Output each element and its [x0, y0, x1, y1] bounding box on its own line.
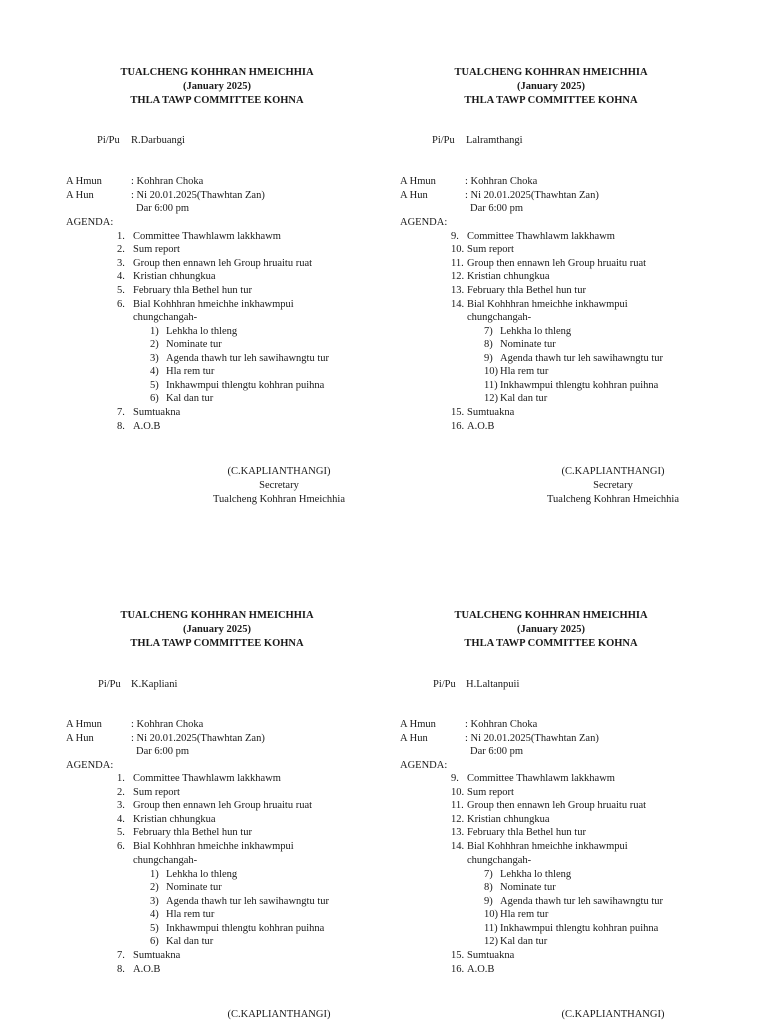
agenda-subitem-number: 11) [484, 923, 498, 934]
agenda-item-number: 2. [117, 787, 125, 798]
signatory-role: Secretary [259, 480, 299, 491]
agenda-item [334, 284, 734, 297]
agenda-item [334, 420, 734, 433]
agenda-item-number: 1. [117, 773, 125, 784]
venue-label: A Hmun [66, 176, 102, 187]
agenda-subitem-number: 6) [150, 393, 159, 404]
agenda-item-text: Kristian chhungkua [467, 271, 550, 282]
addressee-name: H.Laltanpuii [466, 679, 520, 690]
agenda-subitem-text: Inkhawmpui thlengtu kohhran puihna [500, 923, 659, 934]
agenda-item-number: 6. [117, 299, 125, 310]
agenda-subitem-number: 2) [150, 882, 159, 893]
agenda-item [334, 270, 734, 283]
agenda-subitem-text: Hla rem tur [500, 909, 549, 920]
agenda-item-number: 14. [451, 299, 465, 310]
venue-value: : Kohhran Choka [465, 176, 538, 187]
agenda-subitem-text: Inkhawmpui thlengtu kohhran puihna [500, 380, 659, 391]
notice-subtitle: THLA TAWP COMMITTEE KOHNA [464, 95, 638, 106]
agenda-subitem [334, 881, 734, 894]
agenda-item-number: 2. [117, 244, 125, 255]
agenda-item-text: Sum report [467, 787, 514, 798]
signatory-name: (C.KAPLIANTHANGI) [561, 1009, 665, 1020]
agenda-subitem-number: 7) [484, 869, 493, 880]
agenda-item-number: 8. [117, 421, 125, 432]
agenda-item-number: 16. [451, 964, 465, 975]
agenda-item-text: Sumtuakna [133, 407, 181, 418]
agenda-item-number: 5. [117, 827, 125, 838]
agenda-item-text: Bial Kohhhran hmeichhe inkhawmpui [133, 841, 294, 852]
agenda-item [334, 963, 734, 976]
agenda-subitem-text: Agenda thawh tur leh sawihawngtu tur [166, 353, 330, 364]
agenda-subitem-number: 4) [150, 909, 159, 920]
signatory-name: (C.KAPLIANTHANGI) [561, 466, 665, 477]
agenda-subitem-text: Inkhawmpui thlengtu kohhran puihna [166, 923, 325, 934]
agenda-item [334, 826, 734, 839]
agenda-item-text: Kristian chhungkua [467, 814, 550, 825]
agenda-item-number: 13. [451, 285, 465, 296]
agenda-item [334, 406, 734, 419]
date-label: A Hun [66, 190, 94, 201]
agenda-item [334, 840, 734, 853]
agenda-heading: AGENDA: [400, 760, 448, 771]
agenda-subitem [334, 338, 734, 351]
agenda-item [334, 949, 734, 962]
agenda-item-number: 15. [451, 950, 465, 961]
agenda-item-number: 16. [451, 421, 465, 432]
venue-label: A Hmun [66, 719, 102, 730]
agenda-subitem [334, 895, 734, 908]
agenda-subitem-number: 9) [484, 353, 493, 364]
agenda-subitem-number: 12) [484, 393, 498, 404]
agenda-item [334, 243, 734, 256]
agenda-item-text: Committee Thawhlawm lakkhawm [467, 231, 615, 242]
time-value: Dar 6:00 pm [470, 203, 524, 214]
agenda-item [334, 230, 734, 243]
agenda-item-number: 3. [117, 258, 125, 269]
agenda-item-text: A.O.B [467, 421, 495, 432]
agenda-subitem-text: Inkhawmpui thlengtu kohhran puihna [166, 380, 325, 391]
agenda-item-number: 15. [451, 407, 465, 418]
agenda-item-number: 7. [117, 950, 125, 961]
agenda-subitem [334, 392, 734, 405]
agenda-subitem-number: 11) [484, 380, 498, 391]
agenda-subitem-text: Kal dan tur [500, 936, 548, 947]
agenda-item [334, 799, 734, 812]
agenda-subitem-number: 7) [484, 326, 493, 337]
agenda-item-text: Group then ennawn leh Group hruaitu ruat [467, 258, 647, 269]
agenda-item-number: 11. [451, 800, 464, 811]
agenda-item-text: Group then ennawn leh Group hruaitu ruat [133, 800, 313, 811]
date-value: : Ni 20.01.2025(Thawhtan Zan) [465, 733, 599, 744]
date-value: : Ni 20.01.2025(Thawhtan Zan) [465, 190, 599, 201]
agenda-subitem-text: Nominate tur [500, 882, 556, 893]
agenda-item-text: February thla Bethel hun tur [467, 827, 586, 838]
agenda-subitem [334, 868, 734, 881]
agenda-item-number: 1. [117, 231, 125, 242]
agenda-item-number: 4. [117, 814, 125, 825]
agenda-subitem-text: Hla rem tur [500, 366, 549, 377]
agenda-item-text: Bial Kohhhran hmeichhe inkhawmpui [133, 299, 294, 310]
agenda-subitem [334, 365, 734, 378]
agenda-item-text: February thla Bethel hun tur [133, 285, 252, 296]
agenda-subitem [334, 379, 734, 392]
agenda-subitem-number: 1) [150, 326, 159, 337]
agenda-item-number: 4. [117, 271, 125, 282]
agenda-item-continuation: chungchangah- [133, 855, 198, 866]
notice-month: (January 2025) [517, 624, 585, 635]
signatory-name: (C.KAPLIANTHANGI) [227, 466, 331, 477]
agenda-subitem-text: Lehkha lo thleng [166, 869, 238, 880]
agenda-item-number: 3. [117, 800, 125, 811]
agenda-item-number: 7. [117, 407, 125, 418]
agenda-item-text: A.O.B [133, 421, 161, 432]
addressee-label: Pi/Pu [98, 679, 121, 690]
venue-value: : Kohhran Choka [465, 719, 538, 730]
signatory-name: (C.KAPLIANTHANGI) [227, 1009, 331, 1020]
agenda-subitem-text: Hla rem tur [166, 366, 215, 377]
agenda-item-number: 14. [451, 841, 465, 852]
agenda-item-number: 8. [117, 964, 125, 975]
notice-month: (January 2025) [517, 81, 585, 92]
agenda-item-text: Sumtuakna [133, 950, 181, 961]
agenda-subitem-number: 8) [484, 339, 493, 350]
date-label: A Hun [400, 190, 428, 201]
agenda-item-text: Bial Kohhhran hmeichhe inkhawmpui [467, 299, 628, 310]
addressee-name: K.Kapliani [131, 679, 178, 690]
agenda-item-text: Sumtuakna [467, 407, 515, 418]
agenda-subitem-number: 1) [150, 869, 159, 880]
agenda-subitem-number: 10) [484, 366, 498, 377]
agenda-subitem-text: Agenda thawh tur leh sawihawngtu tur [166, 896, 330, 907]
agenda-subitem-number: 4) [150, 366, 159, 377]
notice-title: TUALCHENG KOHHRAN HMEICHHIA [120, 67, 314, 78]
agenda-item-text: Group then ennawn leh Group hruaitu ruat [133, 258, 313, 269]
agenda-subitem-number: 8) [484, 882, 493, 893]
agenda-item-number: 12. [451, 271, 465, 282]
notice-title: TUALCHENG KOHHRAN HMEICHHIA [120, 610, 314, 621]
agenda-subitem [334, 935, 734, 948]
agenda-subitem-number: 2) [150, 339, 159, 350]
addressee-name: Lalramthangi [466, 135, 523, 146]
agenda-subitem-text: Nominate tur [166, 882, 222, 893]
agenda-subitem-number: 3) [150, 353, 159, 364]
time-value: Dar 6:00 pm [136, 746, 190, 757]
agenda-item-text: February thla Bethel hun tur [467, 285, 586, 296]
signatory-role: Secretary [593, 480, 633, 491]
agenda-subitem-number: 10) [484, 909, 498, 920]
agenda-item-number: 9. [451, 773, 459, 784]
venue-value: : Kohhran Choka [131, 719, 204, 730]
agenda-item-number: 10. [451, 787, 465, 798]
agenda-item-text: Sum report [467, 244, 514, 255]
agenda-item-continuation: chungchangah- [467, 312, 532, 323]
agenda-item-text: Kristian chhungkua [133, 814, 216, 825]
agenda-item-text: Sum report [133, 244, 180, 255]
agenda-item-text: Committee Thawhlawm lakkhawm [467, 773, 615, 784]
notice-subtitle: THLA TAWP COMMITTEE KOHNA [130, 95, 304, 106]
agenda-item-number: 12. [451, 814, 465, 825]
signatory-organization: Tualcheng Kohhran Hmeichhia [213, 494, 345, 505]
agenda-item [334, 786, 734, 799]
venue-label: A Hmun [400, 176, 436, 187]
venue-value: : Kohhran Choka [131, 176, 204, 187]
date-label: A Hun [400, 733, 428, 744]
date-value: : Ni 20.01.2025(Thawhtan Zan) [131, 733, 265, 744]
agenda-item-number: 5. [117, 285, 125, 296]
agenda-item-text: Bial Kohhhran hmeichhe inkhawmpui [467, 841, 628, 852]
agenda-subitem [334, 325, 734, 338]
agenda-item-text: February thla Bethel hun tur [133, 827, 252, 838]
agenda-subitem-text: Nominate tur [500, 339, 556, 350]
agenda-item-number: 10. [451, 244, 465, 255]
agenda-subitem-text: Kal dan tur [166, 393, 214, 404]
signatory-organization: Tualcheng Kohhran Hmeichhia [547, 494, 679, 505]
agenda-subitem-text: Lehkha lo thleng [500, 326, 572, 337]
agenda-item-continuation: chungchangah- [133, 312, 198, 323]
agenda-subitem-text: Agenda thawh tur leh sawihawngtu tur [500, 353, 664, 364]
agenda-item-text: Sum report [133, 787, 180, 798]
notice-subtitle: THLA TAWP COMMITTEE KOHNA [464, 638, 638, 649]
agenda-subitem-number: 12) [484, 936, 498, 947]
agenda-subitem-text: Lehkha lo thleng [500, 869, 572, 880]
agenda-subitem-number: 5) [150, 380, 159, 391]
meeting-notice [334, 0, 734, 510]
agenda-subitem-text: Hla rem tur [166, 909, 215, 920]
agenda-item-number: 13. [451, 827, 465, 838]
agenda-subitem-number: 6) [150, 936, 159, 947]
agenda-subitem-text: Agenda thawh tur leh sawihawngtu tur [500, 896, 664, 907]
agenda-item [334, 772, 734, 785]
notice-month: (January 2025) [183, 81, 251, 92]
addressee-label: Pi/Pu [433, 679, 456, 690]
agenda-item-number: 11. [451, 258, 464, 269]
agenda-item-text: A.O.B [467, 964, 495, 975]
agenda-item-text: A.O.B [133, 964, 161, 975]
agenda-subitem-number: 9) [484, 896, 493, 907]
agenda-item-number: 9. [451, 231, 459, 242]
time-value: Dar 6:00 pm [470, 746, 524, 757]
agenda-item-text: Group then ennawn leh Group hruaitu ruat [467, 800, 647, 811]
agenda-subitem [334, 922, 734, 935]
agenda-item-text: Committee Thawhlawm lakkhawm [133, 773, 281, 784]
agenda-subitem [334, 908, 734, 921]
notice-title: TUALCHENG KOHHRAN HMEICHHIA [454, 67, 648, 78]
agenda-item-text: Committee Thawhlawm lakkhawm [133, 231, 281, 242]
agenda-item-text: Kristian chhungkua [133, 271, 216, 282]
agenda-subitem [334, 352, 734, 365]
agenda-item-text: Sumtuakna [467, 950, 515, 961]
agenda-item [334, 257, 734, 270]
agenda-item [334, 298, 734, 311]
agenda-subitem-text: Lehkha lo thleng [166, 326, 238, 337]
notice-subtitle: THLA TAWP COMMITTEE KOHNA [130, 638, 304, 649]
date-value: : Ni 20.01.2025(Thawhtan Zan) [131, 190, 265, 201]
agenda-subitem-text: Nominate tur [166, 339, 222, 350]
agenda-heading: AGENDA: [66, 760, 114, 771]
agenda-item-number: 6. [117, 841, 125, 852]
addressee-label: Pi/Pu [97, 135, 120, 146]
agenda-item-continuation: chungchangah- [467, 855, 532, 866]
agenda-heading: AGENDA: [66, 217, 114, 228]
agenda-heading: AGENDA: [400, 217, 448, 228]
agenda-subitem-number: 3) [150, 896, 159, 907]
date-label: A Hun [66, 733, 94, 744]
agenda-subitem-text: Kal dan tur [166, 936, 214, 947]
addressee-label: Pi/Pu [432, 135, 455, 146]
agenda-item [334, 813, 734, 826]
notice-title: TUALCHENG KOHHRAN HMEICHHIA [454, 610, 648, 621]
notice-month: (January 2025) [183, 624, 251, 635]
meeting-notice [334, 543, 734, 1023]
time-value: Dar 6:00 pm [136, 203, 190, 214]
addressee-name: R.Darbuangi [131, 135, 185, 146]
agenda-subitem-text: Kal dan tur [500, 393, 548, 404]
venue-label: A Hmun [400, 719, 436, 730]
agenda-subitem-number: 5) [150, 923, 159, 934]
